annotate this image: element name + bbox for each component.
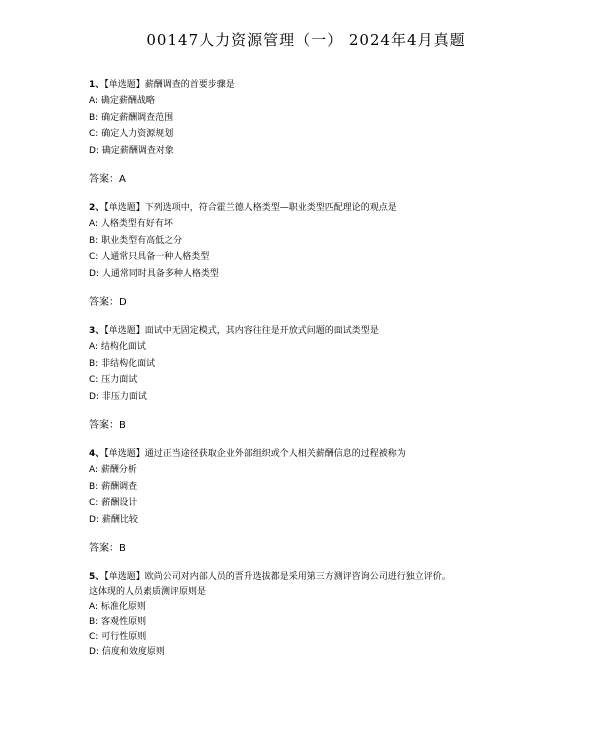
option-key: B: (89, 235, 99, 246)
question-1 (89, 78, 589, 188)
question-stem-continued: 这体现的人员素质测评原则是 (89, 587, 207, 597)
option-key: A: (89, 602, 99, 612)
option-d (89, 266, 589, 283)
answer-value: A (119, 174, 126, 185)
option-key: B: (89, 617, 99, 627)
option-c (89, 630, 589, 645)
question-4 (89, 447, 589, 557)
option-text: 客观性原则 (101, 617, 147, 627)
option-b (89, 233, 589, 250)
option-key: B: (89, 481, 99, 492)
answer-line (89, 541, 589, 557)
option-c (89, 372, 589, 389)
option-c (89, 495, 589, 512)
option-key: D: (89, 514, 99, 525)
answer-label: 答案： (89, 543, 119, 554)
option-b (89, 110, 589, 127)
option-text: 薪酬比较 (101, 514, 138, 525)
option-text: 可行性原则 (101, 632, 147, 642)
option-key: C: (89, 252, 99, 262)
option-c (89, 249, 589, 266)
option-text: 非压力面试 (101, 391, 147, 402)
option-key: B: (89, 358, 99, 369)
option-key: C: (89, 375, 99, 385)
option-d (89, 512, 589, 529)
option-text: 人格类型有好有坏 (100, 219, 173, 229)
question-text: 【单选题】欧尚公司对内部人员的晋升选拔都是采用第三方测评咨询公司进行独立评价。 (104, 572, 451, 582)
option-key: A: (89, 219, 99, 229)
answer-value: D (119, 297, 127, 308)
option-key: D: (89, 391, 99, 402)
option-d (89, 389, 589, 406)
option-text: 压力面试 (101, 375, 138, 385)
option-text: 薪酬调查 (101, 481, 138, 492)
option-text: 信度和效度原则 (101, 647, 165, 657)
option-a (89, 339, 589, 356)
question-5 (89, 570, 589, 660)
answer-label: 答案： (89, 297, 119, 308)
option-text: 确定薪酬调查对象 (101, 145, 174, 156)
option-key: D: (89, 268, 99, 279)
question-3 (89, 324, 589, 434)
option-c (89, 126, 589, 143)
answer-line (89, 295, 589, 311)
question-number: 4、 (89, 449, 105, 459)
document-title: 00147人力资源管理（一） 2024年4月真题 (146, 31, 466, 49)
question-list (89, 78, 589, 660)
question-number: 5、 (89, 572, 105, 582)
option-text: 职业类型有高低之分 (101, 235, 183, 246)
option-text: 薪酬设计 (101, 498, 138, 508)
option-list (89, 600, 589, 660)
answer-value: B (119, 543, 126, 554)
option-key: D: (89, 647, 99, 657)
option-key: C: (89, 632, 99, 642)
option-text: 结构化面试 (100, 342, 146, 352)
question-stem (89, 201, 589, 216)
option-key: A: (89, 342, 99, 352)
option-key: B: (89, 112, 99, 123)
answer-line (89, 172, 589, 188)
option-key: A: (89, 465, 99, 475)
option-a (89, 600, 589, 615)
question-stem (89, 324, 589, 339)
question-2 (89, 201, 589, 311)
question-text: 【单选题】面试中无固定模式，其内容往往是开放式问题的面试类型是 (104, 326, 379, 336)
answer-value: B (119, 420, 126, 431)
answer-label: 答案： (89, 174, 119, 185)
question-number: 2、 (89, 203, 105, 213)
option-key: D: (89, 145, 99, 156)
option-key: C: (89, 498, 99, 508)
option-b (89, 479, 589, 496)
question-stem (89, 78, 589, 93)
option-key: C: (89, 129, 99, 139)
answer-line (89, 418, 589, 434)
option-d (89, 143, 589, 160)
option-d (89, 645, 589, 660)
option-key: A: (89, 96, 99, 106)
question-stem (89, 447, 589, 462)
option-text: 确定薪酬战略 (100, 96, 155, 106)
option-b (89, 615, 589, 630)
question-text: 【单选题】薪酬调查的首要步骤是 (104, 80, 235, 90)
answer-label: 答案： (89, 420, 119, 431)
question-number: 3、 (89, 326, 105, 336)
question-stem (89, 570, 589, 585)
option-a (89, 462, 589, 479)
option-text: 薪酬分析 (100, 465, 137, 475)
option-b (89, 356, 589, 373)
option-text: 确定人力资源规划 (101, 129, 174, 139)
question-text: 【单选题】通过正当途径获取企业外部组织或个人相关薪酬信息的过程被称为 (104, 449, 406, 459)
question-text: 【单选题】下列选项中，符合霍兰德人格类型—职业类型匹配理论的观点是 (104, 203, 397, 213)
option-text: 非结构化面试 (101, 358, 156, 369)
option-text: 人通常只具备一种人格类型 (101, 252, 210, 262)
option-a (89, 93, 589, 110)
option-a (89, 216, 589, 233)
question-number: 1、 (89, 80, 105, 90)
option-text: 人通常同时具备多种人格类型 (101, 268, 219, 279)
option-text: 确定薪酬调查范围 (101, 112, 174, 123)
option-text: 标准化原则 (100, 602, 146, 612)
